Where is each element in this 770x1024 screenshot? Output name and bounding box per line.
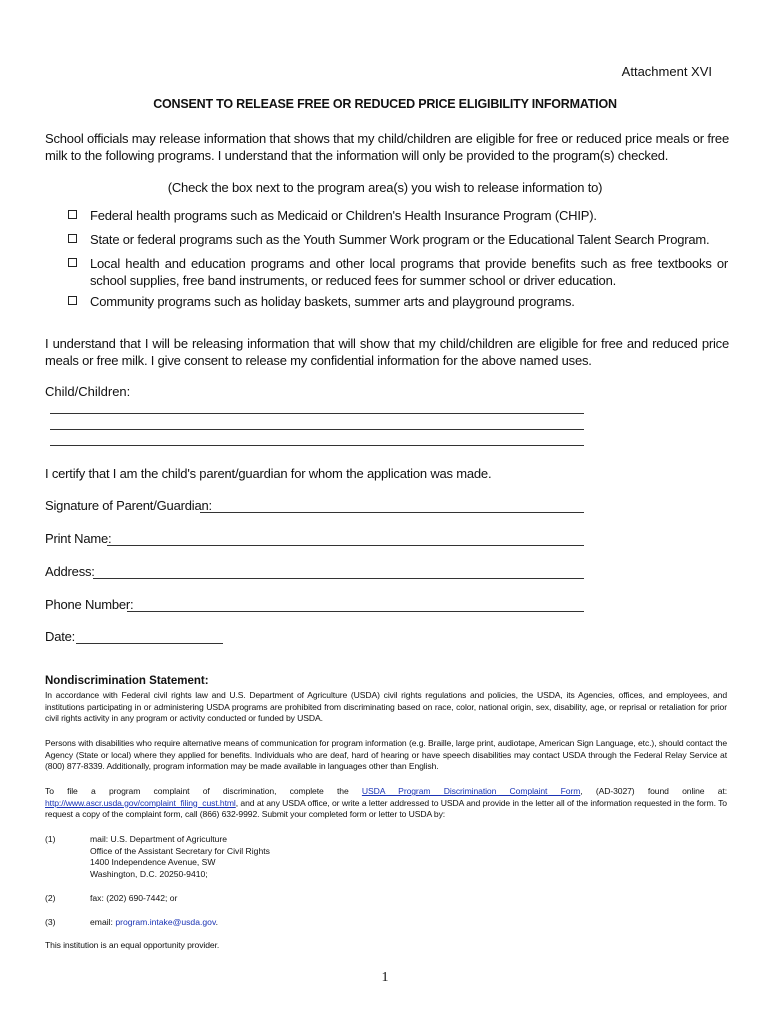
email-label: email: (90, 917, 116, 927)
checkbox-state-federal[interactable] (68, 234, 77, 243)
signature-line[interactable] (200, 512, 584, 513)
print-name-field (45, 531, 585, 549)
program-label: Community programs such as holiday baskets, summer arts and playground programs. (90, 294, 575, 309)
program-label: Federal health programs such as Medicaid or Children's Health Insurance Program (CHIP). (90, 208, 597, 223)
intro-paragraph: School officials may release information that shows that my child/children are eligible for free or reduced price meals or free milk to the following programs. I understand that the information will only be provided to the program(s) checked. (45, 131, 729, 163)
child-name-line-2[interactable] (50, 429, 584, 430)
item-number-3: (3) (45, 917, 56, 927)
email-link[interactable]: program.intake@usda.gov (115, 917, 216, 927)
address-field (45, 564, 585, 582)
program-option-state-federal (68, 231, 728, 248)
date-line[interactable] (76, 643, 223, 644)
mail-line: Washington, D.C. 20250-9410; (90, 868, 208, 879)
phone-field (45, 597, 585, 615)
nondiscrimination-paragraph-3 (45, 786, 727, 821)
program-option-local-health-education (68, 255, 728, 289)
check-instruction: (Check the box next to the program area(s) you wish to release information to) (167, 180, 603, 195)
form-title: CONSENT TO RELEASE FREE OR REDUCED PRICE ELIGIBILITY INFORMATION (153, 97, 617, 111)
signature-label: Signature of Parent/Guardian: (45, 498, 212, 513)
nondiscrimination-paragraph-1: In accordance with Federal civil rights law and U.S. Department of Agriculture (USDA) civil rights regulations and policies, the USDA, its Agencies, offices, and employees, and institutions participating in or administering USDA programs are prohibited from discriminating based on race, color, national origin, sex, disability, age, or reprisal or retaliation for prior civil rights activity in any program or activity conducted or funded by USDA. (45, 690, 727, 724)
consent-paragraph: I understand that I will be releasing information that will show that my child/children are eligible for free and reduced price meals or free milk. I give consent to release my confidential information for the above named uses. (45, 336, 729, 368)
program-label: Local health and education programs and other local programs that provide benefits such as free textbooks or school supplies, free band instruments, or reduced fees for summer school or driver education. (90, 256, 728, 288)
email-tail: . (215, 917, 218, 927)
print-name-line[interactable] (107, 545, 584, 546)
complaint-text-mid: , (AD-3027) found online at: (580, 786, 727, 796)
mail-line: Office of the Assistant Secretary for Civil Rights (90, 845, 270, 856)
fax-line: fax: (202) 690-7442; or (90, 893, 178, 903)
mail-line: mail: U.S. Department of Agriculture (90, 834, 228, 844)
certify-statement: I certify that I am the child's parent/guardian for whom the application was made. (45, 466, 492, 481)
child-children-label: Child/Children: (45, 384, 131, 399)
mail-address-block (90, 834, 270, 880)
email-line (90, 917, 218, 929)
complaint-url-link[interactable]: http://www.ascr.usda.gov/complaint_filing_cust.html (45, 797, 236, 808)
address-line[interactable] (93, 578, 584, 579)
attachment-label: Attachment XVI (621, 64, 712, 79)
child-name-line-1[interactable] (50, 413, 584, 414)
date-label: Date: (45, 629, 76, 644)
nondiscrimination-heading: Nondiscrimination Statement: (45, 675, 209, 687)
program-option-federal-health (68, 207, 728, 224)
item-number-1: (1) (45, 834, 56, 844)
complaint-text-end: , and at any USDA office, or write a letter addressed to USDA and provide in the letter all of the information requested in the form. To request a copy of the complaint form, call (866) 632-9992. Submit your completed form or letter to USDA by: (45, 797, 727, 820)
equal-opportunity-statement: This institution is an equal opportunity provider. (45, 940, 220, 950)
program-option-community (68, 293, 728, 310)
checkbox-local-health-education[interactable] (68, 258, 77, 267)
checkbox-community[interactable] (68, 296, 77, 305)
item-number-2: (2) (45, 893, 56, 903)
address-label: Address: (45, 564, 95, 579)
nondiscrimination-paragraph-2: Persons with disabilities who require alternative means of communication for program information (e.g. Braille, large print, audiotape, American Sign Language, etc.), should contact the Agency (State or local) where they applied for benefits. Individuals who are deaf, hard of hearing or have speech disabilities may contact USDA through the Federal Relay Service at (800) 877-8339. Additionally, program information may be made available in languages other than English. (45, 738, 727, 772)
child-name-line-3[interactable] (50, 445, 584, 446)
phone-line[interactable] (127, 611, 584, 612)
signature-field (45, 498, 585, 516)
complaint-text-start: To file a program complaint of discrimination, complete the (45, 786, 362, 796)
print-name-label: Print Name: (45, 531, 112, 546)
checkbox-federal-health[interactable] (68, 210, 77, 219)
mail-line: 1400 Independence Avenue, SW (90, 857, 216, 868)
page-number: 1 (381, 970, 389, 985)
program-checklist (68, 207, 728, 310)
program-label: State or federal programs such as the Youth Summer Work program or the Educational Talent Search Program. (90, 232, 710, 247)
date-field (45, 629, 225, 647)
phone-label: Phone Number: (45, 597, 134, 612)
complaint-form-link[interactable]: USDA Program Discrimination Complaint Form (361, 786, 581, 796)
